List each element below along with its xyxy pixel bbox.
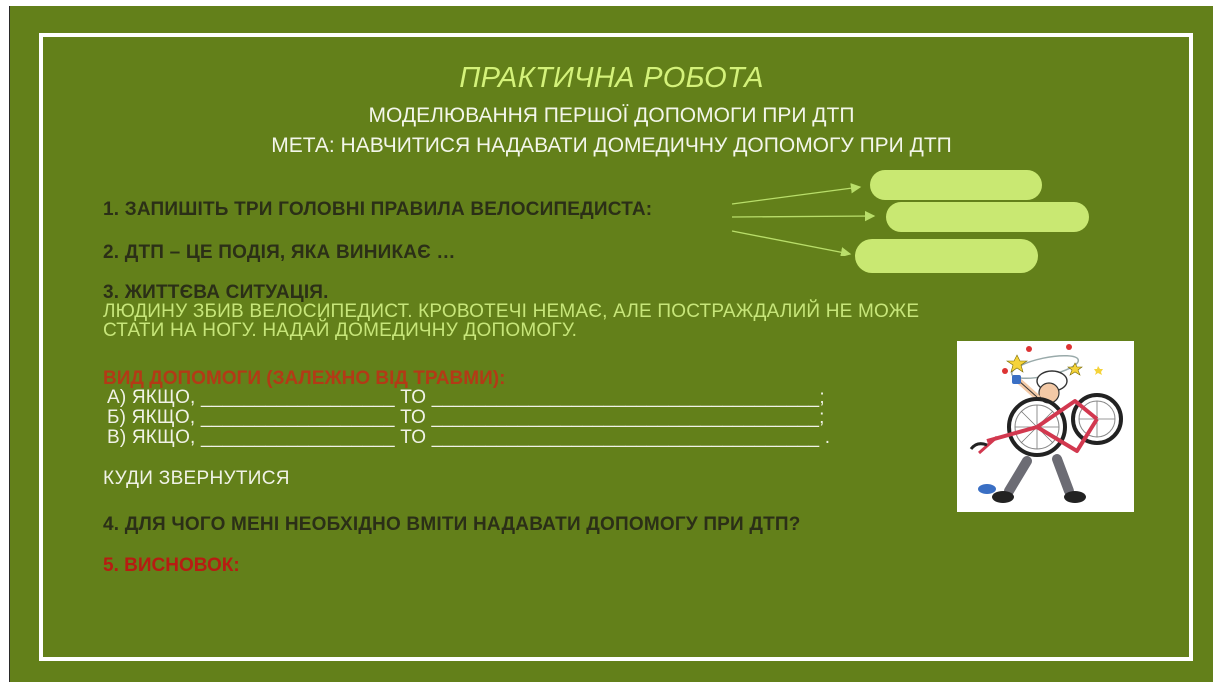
condition-a: А) ЯКЩО, __________________ ТО ____________________________________;	[107, 387, 825, 408]
arrows-icon	[710, 176, 880, 256]
task-4: 4. ДЛЯ ЧОГО МЕНІ НЕОБХІДНО ВМІТИ НАДАВАТИ ДОПОМОГУ ПРИ ДТП?	[103, 514, 801, 535]
task-3: 3. ЖИТТЄВА СИТУАЦІЯ.	[103, 282, 329, 303]
condition-b: Б) ЯКЩО, __________________ ТО ____________________________________;	[107, 407, 825, 428]
task-2: 2. ДТП – ЦЕ ПОДІЯ, ЯКА ВИНИКАЄ …	[103, 242, 456, 263]
situation-line-1: ЛЮДИНУ ЗБИВ ВЕЛОСИПЕДИСТ. КРОВОТЕЧІ НЕМАЄ, АЛЕ ПОСТРАЖДАЛИЙ НЕ МОЖЕ	[103, 301, 920, 322]
answer-pill-3	[855, 239, 1038, 273]
slide-title: ПРАКТИЧНА РОБОТА	[459, 62, 764, 94]
answer-pill-1	[870, 170, 1042, 200]
slide	[9, 6, 1213, 682]
cyclist-crash-illustration-icon	[957, 341, 1134, 512]
answer-pill-2	[886, 202, 1089, 232]
condition-c: В) ЯКЩО, __________________ ТО ____________________________________ .	[107, 427, 831, 448]
situation-line-2: СТАТИ НА НОГУ. НАДАЙ ДОМЕДИЧНУ ДОПОМОГУ.	[103, 320, 578, 341]
help-type-heading: ВИД ДОПОМОГИ (ЗАЛЕЖНО ВІД ТРАВМИ):	[103, 368, 506, 389]
task-1: 1. ЗАПИШІТЬ ТРИ ГОЛОВНІ ПРАВИЛА ВЕЛОСИПЕДИСТА:	[103, 199, 653, 220]
task-5-conclusion: 5. ВИСНОВОК:	[103, 555, 240, 576]
where-to-go: КУДИ ЗВЕРНУТИСЯ	[103, 468, 290, 489]
slide-subtitle: МОДЕЛЮВАННЯ ПЕРШОЇ ДОПОМОГИ ПРИ ДТП	[368, 104, 855, 127]
slide-goal: МЕТА: НАВЧИТИСЯ НАДАВАТИ ДОМЕДИЧНУ ДОПОМОГУ ПРИ ДТП	[271, 134, 952, 157]
